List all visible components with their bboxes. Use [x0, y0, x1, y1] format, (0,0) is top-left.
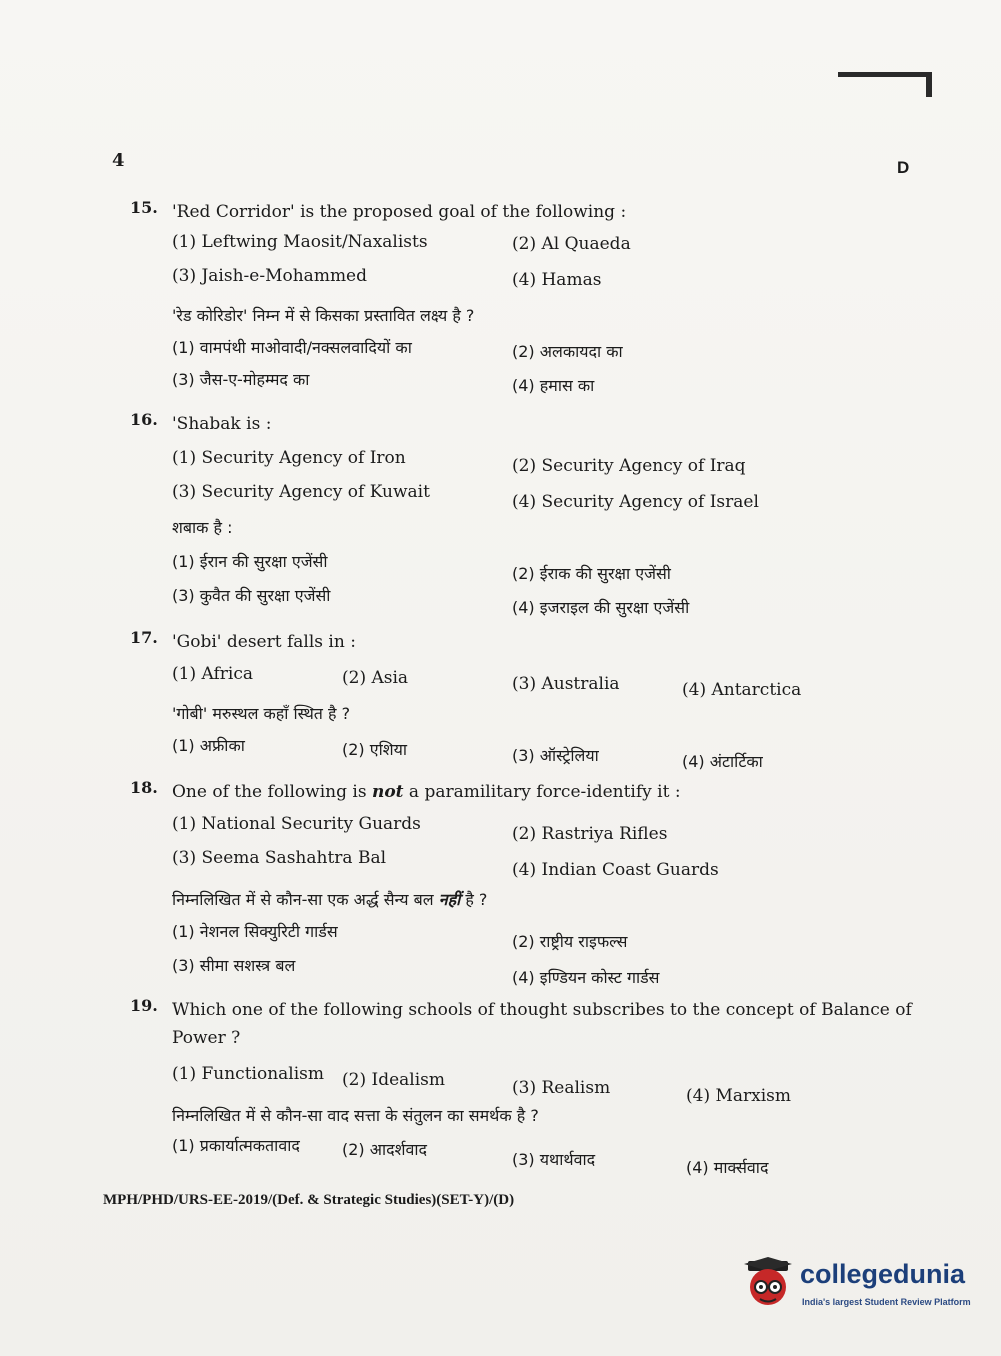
option-hi: (3) यथार्थवाद — [512, 1150, 596, 1169]
question-number: 19. — [130, 996, 158, 1015]
question-text-hi: निम्नलिखित में से कौन-सा वाद सत्ता के संतुलन का समर्थक है ? — [172, 1106, 539, 1125]
brand-tagline: India's largest Student Review Platform — [802, 1297, 971, 1307]
option-hi: (2) अलकायदा का — [512, 342, 623, 361]
question-number: 16. — [130, 410, 158, 429]
question-text-en: 'Red Corridor' is the proposed goal of the following : — [172, 202, 627, 222]
question-number: 17. — [130, 628, 158, 647]
option-en: (3) Australia — [512, 674, 620, 694]
option-en: (2) Asia — [342, 668, 409, 688]
option-hi: (1) ईरान की सुरक्षा एजेंसी — [172, 552, 328, 571]
mascot-icon — [742, 1257, 796, 1311]
question-text-en: Which one of the following schools of thought subscribes to the concept of Balance of Power ? — [172, 1000, 912, 1048]
question-text-en — [172, 778, 917, 806]
option-en: (1) Functionalism — [172, 1064, 325, 1084]
question-text-en: 'Shabak is : — [172, 414, 272, 434]
option-hi: (4) इजराइल की सुरक्षा एजेंसी — [512, 598, 690, 617]
option-en: (2) Idealism — [342, 1070, 445, 1090]
option-en: (4) Marxism — [686, 1086, 792, 1106]
question-text-hi: शबाक है : — [172, 518, 233, 537]
option-en: (4) Indian Coast Guards — [512, 860, 719, 880]
question-text-en: 'Gobi' desert falls in : — [172, 632, 356, 652]
option-en: (4) Hamas — [512, 270, 602, 290]
option-en: (1) National Security Guards — [172, 814, 421, 834]
option-hi: (2) ईराक की सुरक्षा एजेंसी — [512, 564, 671, 583]
option-hi: (4) हमास का — [512, 376, 595, 395]
question-text-hi — [172, 886, 917, 914]
option-hi: (3) ऑस्ट्रेलिया — [512, 746, 599, 765]
option-en: (4) Antarctica — [682, 680, 802, 700]
option-en: (3) Seema Sashahtra Bal — [172, 848, 387, 868]
option-hi: (4) अंटार्टिका — [682, 752, 763, 771]
page-number: 4 — [112, 150, 125, 171]
option-en: (1) Leftwing Maosit/Naxalists — [172, 232, 428, 252]
paper-code-footer: MPH/PHD/URS-EE-2019/(Def. & Strategic Studies)(SET-Y)/(D) — [103, 1192, 515, 1208]
question-text-post: है ? — [465, 890, 488, 909]
option-en: (1) Security Agency of Iron — [172, 448, 406, 468]
question-number: 15. — [130, 198, 158, 217]
brand-name: collegedunia — [800, 1259, 966, 1289]
option-hi: (3) कुवैत की सुरक्षा एजेंसी — [172, 586, 331, 605]
option-hi: (1) नेशनल सिक्युरिटी गार्डस — [172, 922, 338, 941]
option-hi: (2) एशिया — [342, 740, 408, 759]
option-hi: (3) सीमा सशस्त्र बल — [172, 956, 296, 975]
option-en: (3) Security Agency of Kuwait — [172, 482, 430, 502]
negation-word: not — [371, 782, 404, 802]
option-hi: (4) मार्क्सवाद — [686, 1158, 769, 1177]
option-hi: (1) अफ्रीका — [172, 736, 245, 755]
option-hi: (2) आदर्शवाद — [342, 1140, 428, 1159]
option-en: (1) Africa — [172, 664, 253, 684]
option-en: (2) Security Agency of Iraq — [512, 456, 746, 476]
option-en: (4) Security Agency of Israel — [512, 492, 759, 512]
negation-word: नहीं — [438, 890, 461, 909]
option-hi: (2) राष्ट्रीय राइफल्स — [512, 932, 628, 951]
option-en: (2) Al Quaeda — [512, 234, 631, 254]
question-text-pre: निम्नलिखित में से कौन-सा एक अर्द्ध सैन्य बल — [172, 890, 434, 909]
option-en: (2) Rastriya Rifles — [512, 824, 668, 844]
question-text-post: a paramilitary force-identify it : — [408, 782, 681, 802]
option-hi: (3) जैस-ए-मोहम्मद का — [172, 370, 310, 389]
collegedunia-logo — [742, 1255, 972, 1315]
question-number: 18. — [130, 778, 158, 797]
option-hi: (1) वामपंथी माओवादी/नक्सलवादियों का — [172, 338, 412, 357]
option-hi: (1) प्रकार्यात्मकतावाद — [172, 1136, 300, 1155]
question-text-hi: 'रेड कोरिडोर' निम्न में से किसका प्रस्तावित लक्ष्य है ? — [172, 306, 475, 325]
corner-mark — [838, 72, 932, 97]
option-hi: (4) इण्डियन कोस्ट गार्डस — [512, 968, 660, 987]
option-en: (3) Realism — [512, 1078, 611, 1098]
question-text-hi: 'गोबी' मरुस्थल कहाँ स्थित है ? — [172, 704, 351, 723]
option-en: (3) Jaish-e-Mohammed — [172, 266, 368, 286]
set-letter: D — [897, 158, 910, 177]
question-text-pre: One of the following is — [172, 782, 367, 802]
